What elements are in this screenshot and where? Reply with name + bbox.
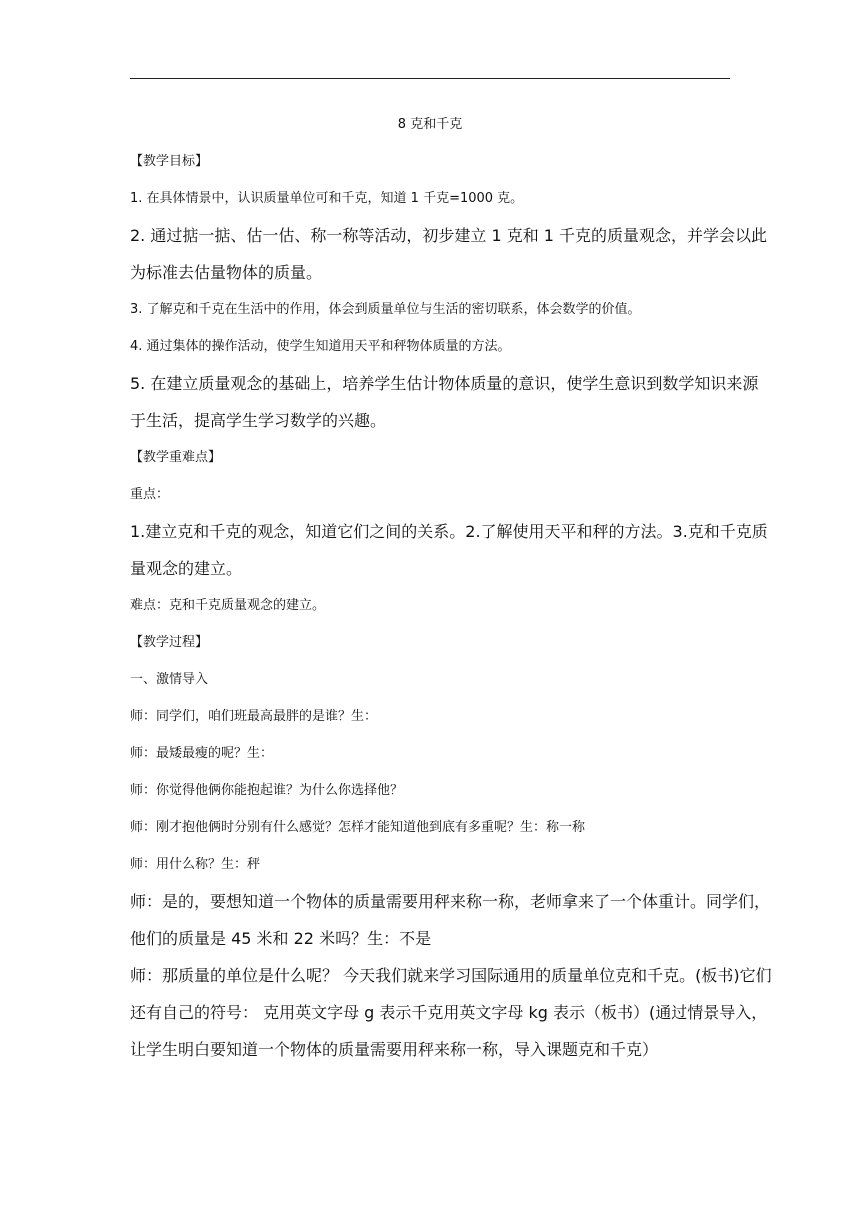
key-points-label: 重点： bbox=[130, 487, 170, 502]
goal-1: 1. 在具体情景中，认识质量单位可和千克，知道 1 千克=1000 克。 bbox=[130, 191, 524, 206]
document-title: 8 克和千克 bbox=[397, 117, 463, 132]
process-heading: 【教学过程】 bbox=[130, 635, 209, 650]
key-points-line-1: 1.建立克和千克的观念，知道它们之间的关系。2.了解使用天平和秤的方法。3.克和千克质 bbox=[130, 522, 768, 541]
dialogue-line-7c: 让学生明白要知道一个物体的质量需要用秤来称一称，导入课题克和千克） bbox=[130, 1040, 659, 1059]
dialogue-line-6 bbox=[130, 892, 771, 948]
part-1-heading: 一、激情导入 bbox=[130, 672, 209, 687]
goal-4: 4. 通过集体的操作活动，使学生知道用天平和秤物体质量的方法。 bbox=[130, 339, 511, 354]
dialogue-line-7a: 师：那质量的单位是什么呢？ 今天我们就来学习国际通用的质量单位克和千克。(板书)它们 bbox=[130, 966, 772, 985]
key-points-line-2: 量观念的建立。 bbox=[130, 559, 243, 578]
dialogue-line-7 bbox=[130, 966, 772, 1059]
dialogue-line-6a: 师：是的，要想知道一个物体的质量需要用秤来称一称，老师拿来了一个体重计。同学们， bbox=[130, 892, 771, 911]
goal-2 bbox=[130, 226, 768, 282]
dialogue-line-4: 师：刚才抱他俩时分别有什么感觉？怎样才能知道他到底有多重呢？生：称一称 bbox=[130, 820, 586, 835]
document-body bbox=[130, 116, 772, 1078]
dialogue-line-3: 师：你觉得他俩你能抱起谁？为什么你选择他？ bbox=[130, 783, 404, 798]
goal-2-line-2: 为标准去估量物体的质量。 bbox=[130, 263, 323, 282]
goal-5 bbox=[130, 374, 759, 430]
goal-5-line-2: 于生活，提高学生学习数学的兴趣。 bbox=[130, 411, 387, 430]
key-points-text bbox=[130, 522, 768, 578]
goal-3: 3. 了解克和千克在生活中的作用，体会到质量单位与生活的密切联系，体会数学的价值。 bbox=[130, 302, 641, 317]
dialogue-line-6b: 他们的质量是 45 米和 22 米吗？生：不是 bbox=[130, 929, 432, 948]
difficulty-text: 难点：克和千克质量观念的建立。 bbox=[130, 598, 326, 613]
goal-5-line-1: 5. 在建立质量观念的基础上，培养学生估计物体质量的意识，使学生意识到数学知识来源 bbox=[130, 374, 759, 393]
goals-heading: 【教学目标】 bbox=[130, 154, 209, 169]
dialogue-line-5: 师：用什么称？生：秤 bbox=[130, 857, 261, 872]
goal-2-line-1: 2. 通过掂一掂、估一估、称一称等活动，初步建立 1 克和 1 千克的质量观念，并学会以此 bbox=[130, 226, 768, 245]
key-points-heading: 【教学重难点】 bbox=[130, 450, 222, 465]
dialogue-line-2: 师：最矮最瘦的呢？生： bbox=[130, 746, 274, 761]
dialogue-line-1: 师：同学们，咱们班最高最胖的是谁？生： bbox=[130, 709, 378, 724]
header-rule bbox=[130, 78, 730, 79]
dialogue-line-7b: 还有自己的符号： 克用英文字母 g 表示千克用英文字母 kg 表示（板书）(通过情景导入， bbox=[130, 1003, 768, 1022]
